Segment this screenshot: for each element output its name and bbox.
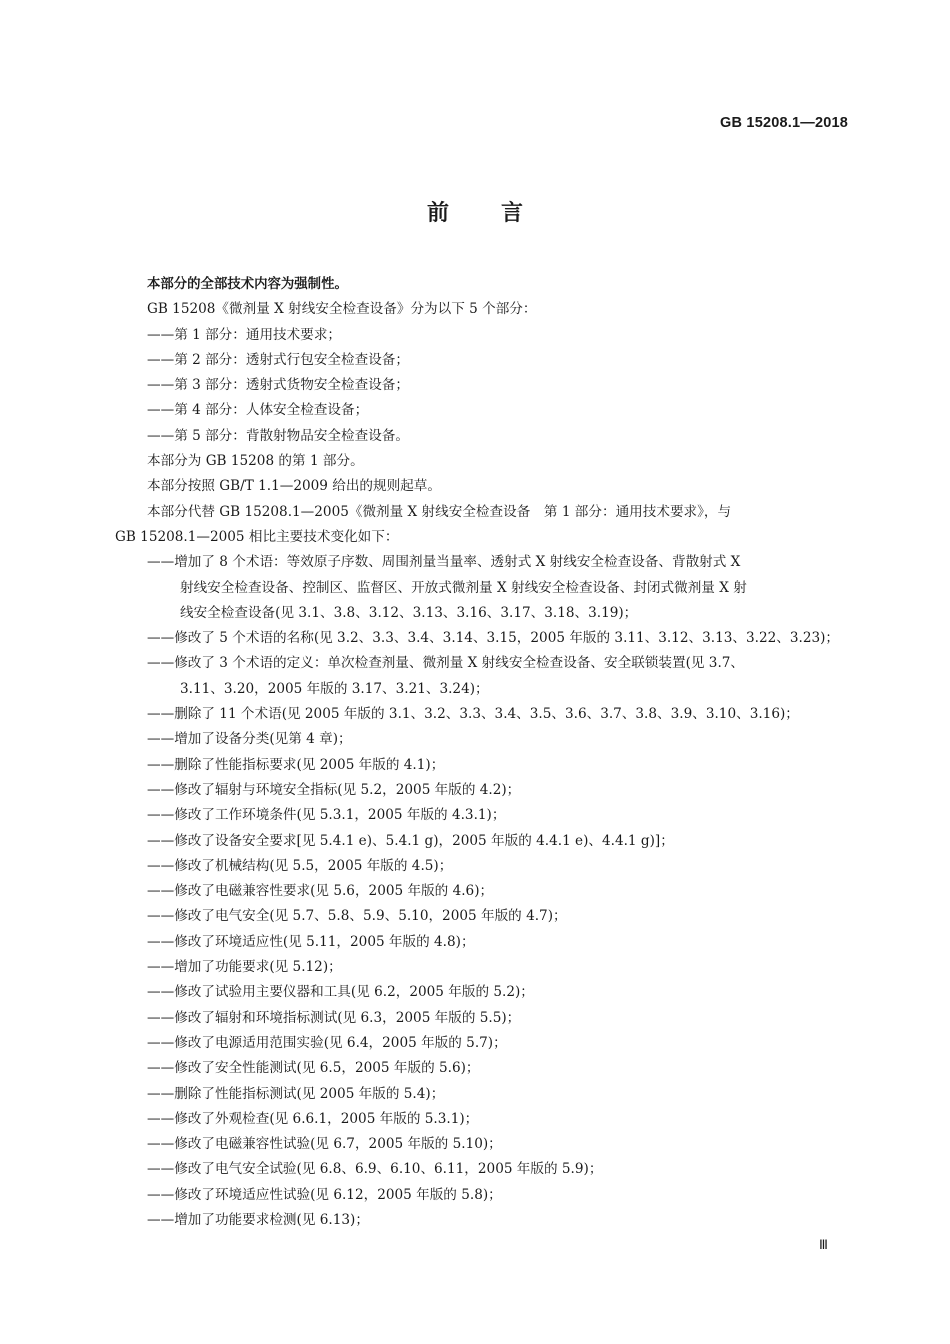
document-body	[115, 272, 855, 1233]
list-item: ——修改了机械结构(见 5.5，2005 年版的 4.5)；	[147, 857, 453, 874]
list-item: ——修改了 5 个术语的名称(见 3.2、3.3、3.4、3.14、3.15，2005 年版的 3.11、3.12、3.13、3.22、3.23)；	[147, 630, 840, 647]
list-item: ——修改了环境适应性(见 5.11，2005 年版的 4.8)；	[147, 933, 475, 950]
paragraph: 本部分代替 GB 15208.1—2005《微剂量 X 射线安全检查设备 第 1 部分：通用技术要求》，与	[147, 503, 732, 520]
paragraph-continuation: GB 15208.1—2005 相比主要技术变化如下：	[115, 528, 399, 545]
list-item: ——修改了 3 个术语的定义：单次检查剂量、微剂量 X 射线安全检查设备、安全联锁装置(见 3.7、	[147, 655, 745, 672]
paragraph: 本部分为 GB 15208 的第 1 部分。	[147, 453, 364, 470]
list-item-continuation: 3.11、3.20，2005 年版的 3.17、3.21、3.24)；	[180, 680, 489, 697]
list-item: ——增加了功能要求检测(见 6.13)；	[147, 1211, 369, 1228]
standard-number: GB 15208.1—2018	[720, 115, 848, 131]
list-item: ——增加了设备分类(见第 4 章)；	[147, 731, 352, 748]
list-item: ——删除了 11 个术语(见 2005 年版的 3.1、3.2、3.3、3.4、3.5、3.6、3.7、3.8、3.9、3.10、3.16)；	[147, 706, 799, 723]
list-item: ——修改了电源适用范围实验(见 6.4，2005 年版的 5.7)；	[147, 1034, 507, 1051]
list-item: ——修改了辐射和环境指标测试(见 6.3，2005 年版的 5.5)；	[147, 1009, 521, 1026]
list-item: ——第 3 部分：透射式货物安全检查设备；	[147, 377, 409, 394]
list-item: ——修改了环境适应性试验(见 6.12，2005 年版的 5.8)；	[147, 1186, 502, 1203]
list-item: ——修改了辐射与环境安全指标(见 5.2，2005 年版的 4.2)；	[147, 781, 521, 798]
list-item: ——修改了外观检查(见 6.6.1，2005 年版的 5.3.1)；	[147, 1110, 479, 1127]
list-item: ——第 5 部分：背散射物品安全检查设备。	[147, 427, 409, 444]
list-item: ——修改了试验用主要仪器和工具(见 6.2，2005 年版的 5.2)；	[147, 984, 534, 1001]
list-item: ——修改了设备安全要求[见 5.4.1 e)、5.4.1 g)，2005 年版的 4.4.1 e)、4.4.1 g)]；	[147, 832, 674, 849]
list-item: ——修改了电磁兼容性要求(见 5.6，2005 年版的 4.6)；	[147, 883, 494, 900]
list-item: ——增加了功能要求(见 5.12)；	[147, 959, 342, 976]
list-item: ——增加了 8 个术语：等效原子序数、周围剂量当量率、透射式 X 射线安全检查设备、背散射式 X	[147, 554, 741, 571]
page-number: Ⅲ	[819, 1237, 828, 1252]
list-item-continuation: 线安全检查设备(见 3.1、3.8、3.12、3.13、3.16、3.17、3.18、3.19)；	[180, 604, 638, 621]
page-title: 前言	[426, 201, 575, 226]
list-item: ——修改了电气安全试验(见 6.8、6.9、6.10、6.11，2005 年版的 5.9)；	[147, 1161, 603, 1178]
list-item: ——第 2 部分：透射式行包安全检查设备；	[147, 351, 409, 368]
list-item: ——删除了性能指标测试(见 2005 年版的 5.4)；	[147, 1085, 445, 1102]
mandatory-statement: 本部分的全部技术内容为强制性。	[147, 277, 348, 292]
paragraph: GB 15208《微剂量 X 射线安全检查设备》分为以下 5 个部分：	[147, 301, 537, 318]
list-item: ——删除了性能指标要求(见 2005 年版的 4.1)；	[147, 756, 445, 773]
list-item: ——修改了工作环境条件(见 5.3.1，2005 年版的 4.3.1)；	[147, 807, 506, 824]
list-item: ——修改了电磁兼容性试验(见 6.7，2005 年版的 5.10)；	[147, 1136, 502, 1153]
paragraph: 本部分按照 GB/T 1.1—2009 给出的规则起草。	[147, 478, 441, 495]
list-item-continuation: 射线安全检查设备、控制区、监督区、开放式微剂量 X 射线安全检查设备、封闭式微剂量 X 射	[180, 579, 747, 596]
list-item: ——修改了安全性能测试(见 6.5，2005 年版的 5.6)；	[147, 1060, 480, 1077]
list-item: ——第 1 部分：通用技术要求；	[147, 326, 342, 343]
list-item: ——第 4 部分：人体安全检查设备；	[147, 402, 369, 419]
list-item: ——修改了电气安全(见 5.7、5.8、5.9、5.10，2005 年版的 4.7)；	[147, 908, 567, 925]
